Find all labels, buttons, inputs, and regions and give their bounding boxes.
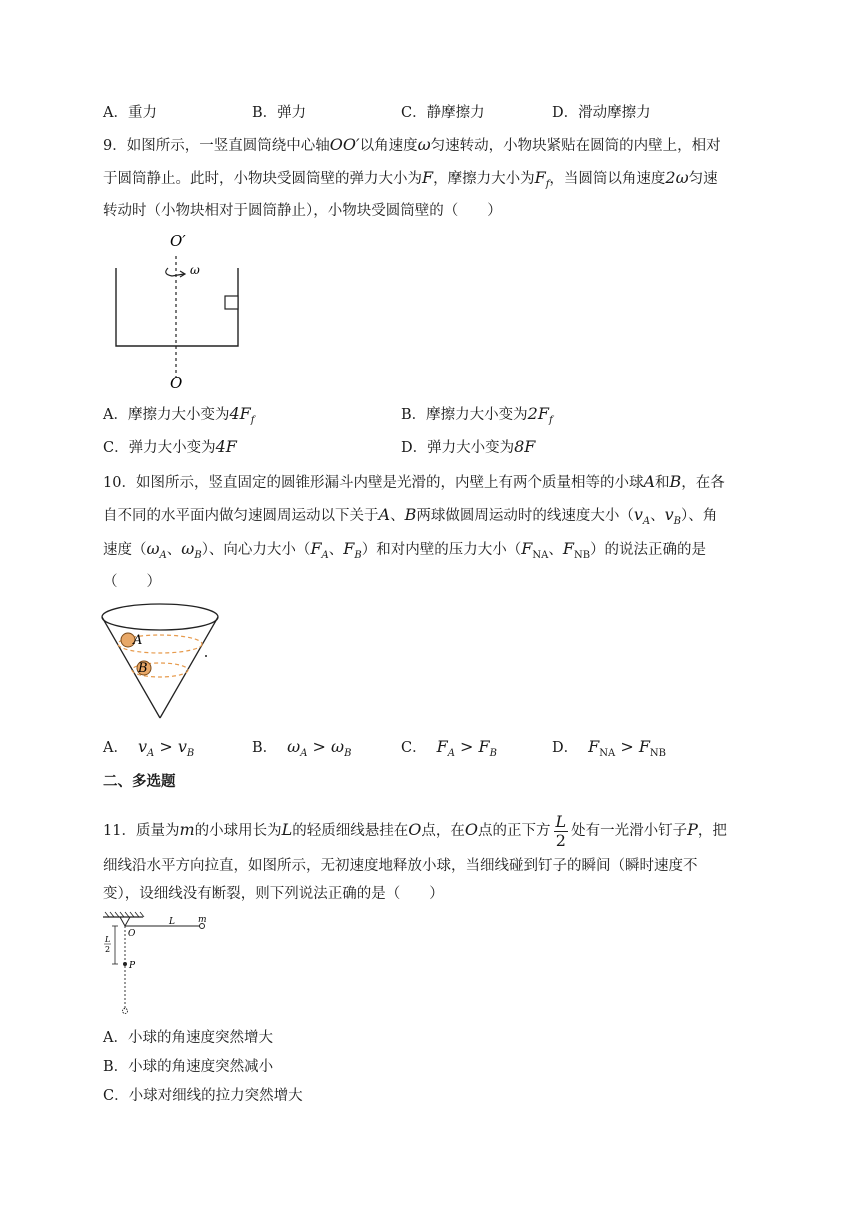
label-nail: P <box>129 961 136 971</box>
q9-option-c: C．弹力大小变为4F <box>103 437 237 456</box>
q10-line-2: 自不同的水平面内做匀速圆周运动以下关于A、B两球做圆周运动时的线速度大小（$v_A$、$v_B$）、角 <box>103 505 718 527</box>
label-half-den: 2 <box>105 945 111 954</box>
q9-cylinder-figure <box>110 228 250 393</box>
q11-line-2: 细线沿水平方向拉直，如图所示，无初速度地释放小球，当细线碰到钉子的瞬间（瞬时速度不 <box>103 858 698 874</box>
label-o-prime: O′ <box>170 232 186 250</box>
q10-option-a: A． $v_A > v_B$ <box>103 737 195 759</box>
label-length: L <box>169 917 175 927</box>
label-omega: ω <box>190 263 200 277</box>
label-half-num: L <box>105 935 111 944</box>
q9-line-3: 转动时（小物块相对于圆筒静止），小物块受圆筒壁的（ ） <box>103 203 502 219</box>
q10-option-d: D． $F_{NA} > F_{NB}$ <box>552 737 667 759</box>
q11-line-3: 变），设细线没有断裂，则下列说法正确的是（ ） <box>103 886 444 902</box>
q11-line-1: 11．质量为m的小球用长为L的轻质细线悬挂在O点，在O点的正下方 $\frac{L}{2}$ 处有一光滑小钉子P，把 <box>103 811 727 850</box>
q10-option-c: C． $F_A > F_B$ <box>401 737 497 759</box>
q8-option-a: A．重力 <box>103 105 157 121</box>
friction-symbol: F <box>534 168 546 187</box>
q10-cone-figure <box>100 600 230 725</box>
axis-symbol: OO′ <box>329 135 360 154</box>
q11-option-c: C．小球对细线的拉力突然增大 <box>103 1088 303 1104</box>
q9-line-2: 于圆筒静止。此时，小物块受圆筒壁的弹力大小为F，摩擦力大小为$F_f$，当圆筒以角速度2ω匀速 <box>103 168 718 190</box>
two-omega-symbol: 2ω <box>665 168 689 187</box>
q9-option-b: B．摩擦力大小变为$2F_f$ <box>401 404 553 426</box>
q9-option-a: A．摩擦力大小变为$4F_f$ <box>103 404 255 426</box>
q11-option-b: B．小球的角速度突然减小 <box>103 1059 274 1075</box>
omega-symbol: ω <box>417 135 431 154</box>
q10-option-b: B． $\omega_A > \omega_B$ <box>252 737 352 759</box>
q11-option-a: A．小球的角速度突然增大 <box>103 1030 273 1046</box>
q8-option-c: C．静摩擦力 <box>401 105 485 121</box>
ball-a-label: A <box>133 633 143 648</box>
q10-line-3: 速度（$\omega_A$、$\omega_B$）、向心力大小（$F_A$、$F_B$）和对内壁的压力大小（$F_{NA}$、$F_{NB}$）的说法正确的是 <box>103 539 707 561</box>
q10-line-1: 10．如图所示，竖直固定的圆锥形漏斗内壁是光滑的，内壁上有两个质量相等的小球A和B，在各 <box>103 472 725 491</box>
q9-option-d: D．弹力大小变为8F <box>401 437 536 456</box>
q8-option-d: D．滑动摩擦力 <box>552 105 651 121</box>
q11-pendulum-figure <box>103 912 218 1022</box>
section-title: 二、多选题 <box>103 774 176 790</box>
q8-option-b: B．弹力 <box>252 105 307 121</box>
label-o-point: O <box>128 929 136 939</box>
q9-line-1: 9．如图所示，一竖直圆筒绕中心轴OO′以角速度ω匀速转动，小物块紧贴在圆筒的内壁上，相对 <box>103 135 721 154</box>
label-mass: m <box>198 915 207 925</box>
label-o: O <box>170 374 183 392</box>
fraction-l-over-2: $\frac{L}{2}$ <box>555 811 567 850</box>
ball-b-label: B <box>138 661 148 676</box>
q10-line-4: （ ） <box>103 574 161 590</box>
